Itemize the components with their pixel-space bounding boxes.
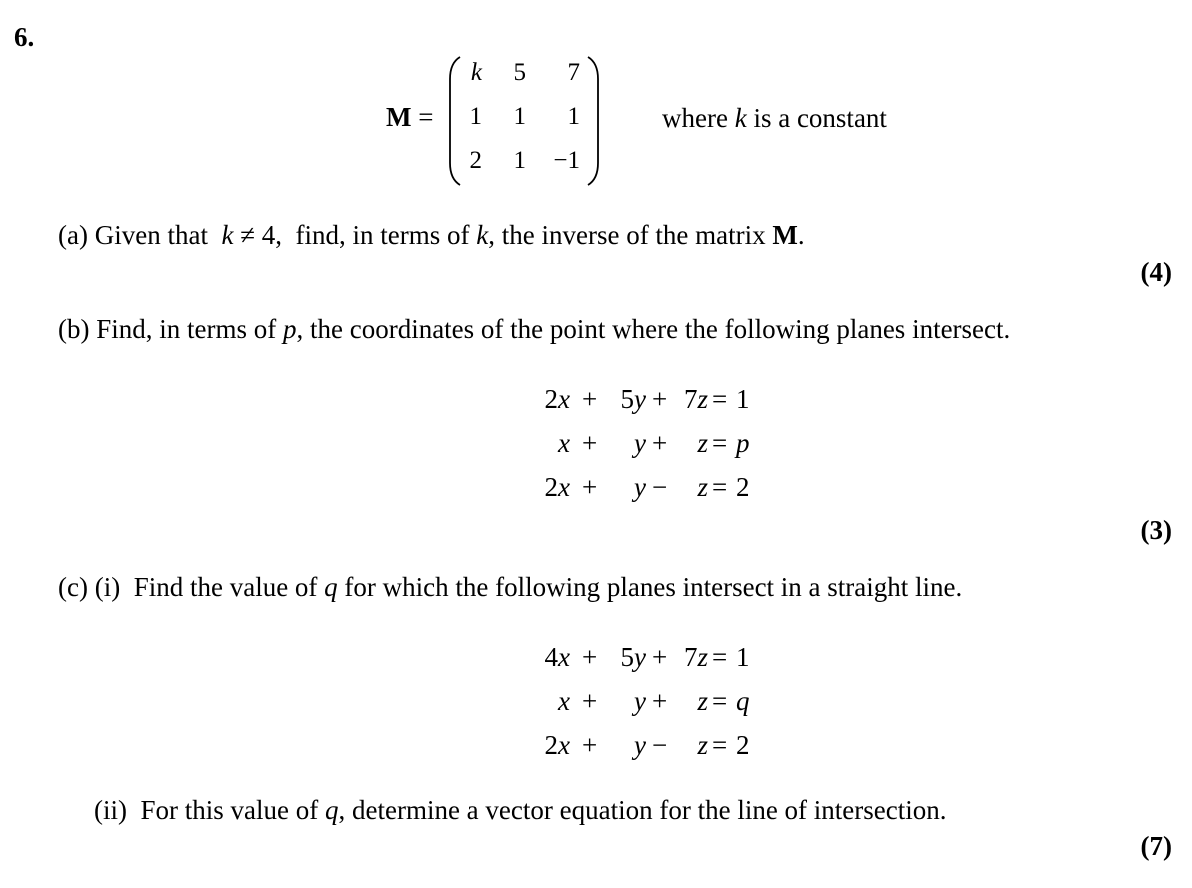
eq-rhs: 2 bbox=[736, 730, 750, 760]
eq-term-a: 4x bbox=[544, 642, 570, 672]
part-c-i-text-1: Find the value of bbox=[133, 572, 318, 602]
eq-term-b: y bbox=[634, 686, 646, 716]
part-c-var-q: q bbox=[324, 572, 338, 602]
matrix-equals: = bbox=[418, 102, 434, 132]
part-a-text-1: Given that bbox=[94, 220, 208, 250]
question-number: 6. bbox=[14, 22, 35, 52]
right-paren-icon bbox=[586, 55, 600, 187]
eq-equals: = bbox=[712, 642, 728, 672]
part-b-text-2: , the coordinates of the point where the following planes intersect. bbox=[296, 314, 1011, 344]
part-c-sub-i: (i) bbox=[94, 572, 121, 602]
eq-rhs: 1 bbox=[736, 384, 750, 414]
eq-op2: + bbox=[652, 384, 668, 414]
eq-term-c: 7z bbox=[683, 642, 708, 672]
part-a-label: (a) bbox=[58, 220, 88, 250]
eq-rhs: 2 bbox=[736, 472, 750, 502]
eq-term-b: 5y bbox=[620, 384, 646, 414]
note-var: k bbox=[734, 103, 747, 133]
eq-equals: = bbox=[712, 428, 728, 458]
part-b-equations bbox=[540, 384, 770, 514]
eq-op2: + bbox=[652, 642, 668, 672]
matrix-cell: k bbox=[470, 59, 482, 86]
eq-op1: + bbox=[582, 686, 598, 716]
part-c-label: (c) bbox=[58, 572, 88, 602]
part-a-text bbox=[58, 220, 805, 251]
eq-op1: + bbox=[582, 384, 598, 414]
eq-term-c: z bbox=[697, 730, 708, 760]
part-a-text-2: find, in terms of bbox=[295, 220, 470, 250]
part-c-ii-text-1: For this value of bbox=[140, 795, 319, 825]
part-a-text-3: , the inverse of the matrix bbox=[488, 220, 766, 250]
eq-op1: + bbox=[582, 472, 598, 502]
eq-rhs: p bbox=[736, 428, 750, 458]
eq-term-c: z bbox=[697, 686, 708, 716]
part-a-var-k: k bbox=[221, 220, 234, 250]
part-a-matrix-name: M bbox=[772, 220, 798, 250]
eq-term-c: 7z bbox=[683, 384, 708, 414]
part-c-marks: (7) bbox=[1140, 831, 1172, 861]
eq-equals: = bbox=[712, 730, 728, 760]
eq-term-c: z bbox=[697, 428, 708, 458]
eq-term-a: 2x bbox=[544, 472, 570, 502]
part-b-text bbox=[58, 314, 1010, 345]
eq-op1: + bbox=[582, 730, 598, 760]
eq-rhs: q bbox=[736, 686, 750, 716]
matrix-cell: 1 bbox=[469, 103, 482, 130]
eq-term-c: z bbox=[697, 472, 708, 502]
part-a-marks: (4) bbox=[1140, 257, 1172, 287]
part-a-var-k2: k bbox=[476, 220, 489, 250]
part-a-neq: ≠ 4, bbox=[240, 220, 283, 250]
part-c-ii-text-2: , determine a vector equation for the line of intersection. bbox=[338, 795, 947, 825]
eq-term-b: y bbox=[634, 428, 646, 458]
matrix-cell: −1 bbox=[553, 147, 580, 174]
matrix-cell: 1 bbox=[567, 103, 580, 130]
eq-equals: = bbox=[712, 472, 728, 502]
eq-term-b: y bbox=[634, 472, 646, 502]
eq-term-b: 5y bbox=[620, 642, 646, 672]
eq-op2: + bbox=[652, 686, 668, 716]
matrix-name: M bbox=[386, 102, 412, 132]
part-a-end: . bbox=[797, 220, 805, 250]
part-c-var-q2: q bbox=[324, 795, 339, 825]
part-b-label: (b) bbox=[58, 314, 90, 344]
matrix-cell: 1 bbox=[513, 103, 526, 130]
eq-op2: − bbox=[652, 472, 668, 502]
part-c-sub-ii: (ii) bbox=[94, 795, 127, 825]
eq-op1: + bbox=[582, 428, 598, 458]
part-c-i-text bbox=[58, 572, 962, 603]
part-c-ii-text bbox=[94, 795, 947, 826]
eq-rhs: 1 bbox=[736, 642, 750, 672]
note-suffix: is a constant bbox=[746, 103, 887, 133]
matrix-cell: 2 bbox=[469, 147, 482, 174]
matrix-definition-label bbox=[386, 102, 433, 133]
matrix-note bbox=[662, 103, 887, 134]
eq-term-a: x bbox=[558, 428, 570, 458]
part-b-marks: (3) bbox=[1140, 515, 1172, 545]
part-b-var-p: p bbox=[282, 314, 297, 344]
eq-term-b: y bbox=[634, 730, 646, 760]
part-c-i-text-2: for which the following planes intersect in a straight line. bbox=[344, 572, 963, 602]
eq-op2: + bbox=[652, 428, 668, 458]
eq-op1: + bbox=[582, 642, 598, 672]
eq-equals: = bbox=[712, 686, 728, 716]
eq-op2: − bbox=[652, 730, 668, 760]
note-prefix: where bbox=[662, 103, 735, 133]
eq-term-a: 2x bbox=[544, 730, 570, 760]
eq-term-a: x bbox=[558, 686, 570, 716]
eq-term-a: 2x bbox=[544, 384, 570, 414]
matrix-cell: 5 bbox=[513, 59, 526, 86]
matrix-cell: 7 bbox=[567, 59, 580, 86]
matrix-m bbox=[448, 55, 600, 187]
part-b-text-1: Find, in terms of bbox=[96, 314, 277, 344]
eq-equals: = bbox=[712, 384, 728, 414]
matrix-cell: 1 bbox=[513, 147, 526, 174]
part-c-equations bbox=[540, 642, 770, 772]
